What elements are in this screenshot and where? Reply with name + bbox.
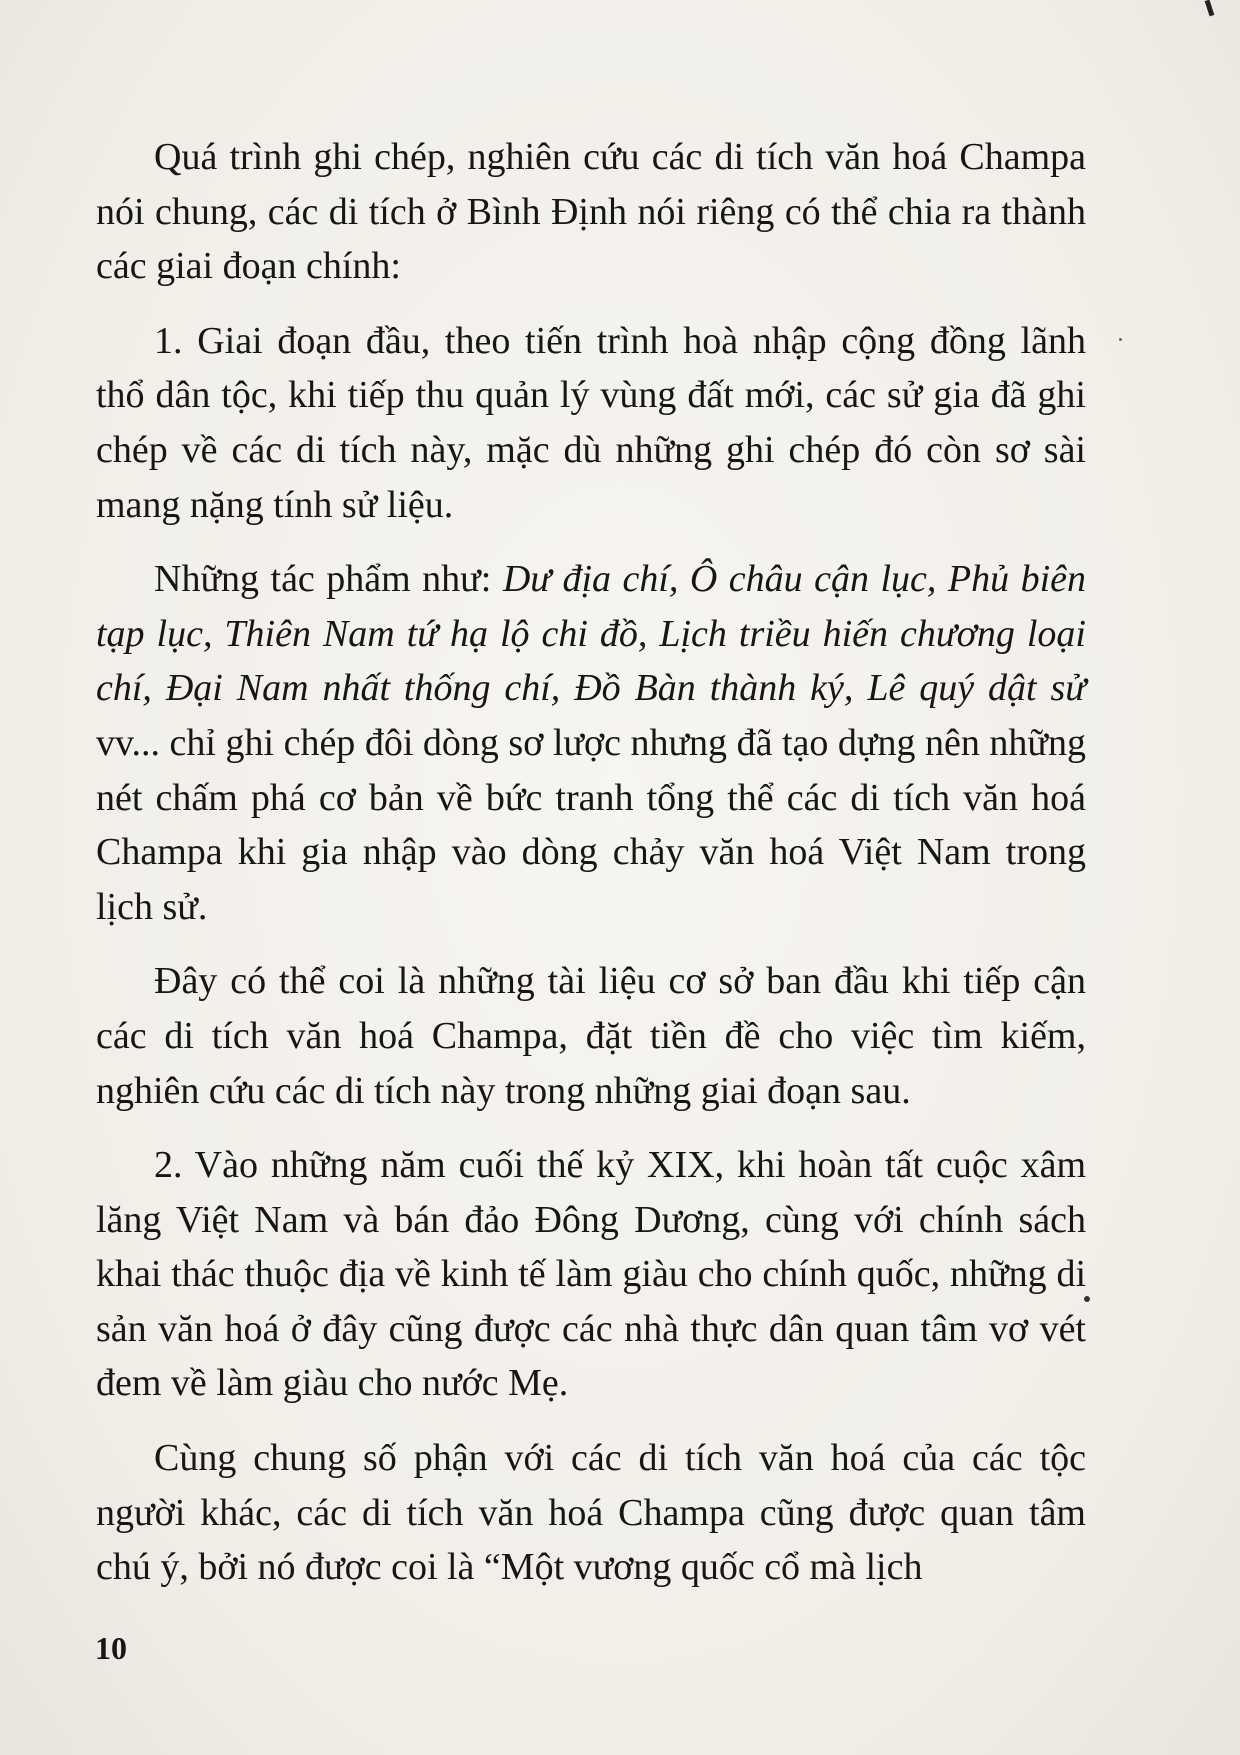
paragraph: [96, 1138, 1086, 1411]
paragraph: [96, 130, 1086, 294]
paragraph: [96, 552, 1086, 934]
text-segment: Cùng chung số phận với các di tích văn hoá của các tộc người khác, các di tích văn hoá Champa cũng được quan tâm chú ý, bởi nó được coi là “Một vương quốc cổ mà lịch: [96, 1437, 1086, 1589]
italic-book-titles: Dư địa chí, Ô châu cận lục, Phủ biên tạp lục, Thiên Nam tứ hạ lộ chi đồ, Lịch triều hiến chương loại chí, Đại Nam nhất thống chí, Đồ Bàn thành ký, Lê quý dật sử: [96, 558, 1086, 710]
scan-speck: [1119, 338, 1122, 341]
text-segment: vv... chỉ ghi chép đôi dòng sơ lược nhưng đã tạo dựng nên những nét chấm phá cơ bản về bức tranh tổng thể các di tích văn hoá Champa khi gia nhập vào dòng chảy văn hoá Việt Nam trong lịch sử.: [96, 721, 1086, 928]
body-text: [96, 130, 1086, 1595]
text-segment: Quá trình ghi chép, nghiên cứu các di tích văn hoá Champa nói chung, các di tích ở Bình Định nói riêng có thể chia ra thành các giai đoạn chính:: [96, 136, 1086, 288]
text-segment: 2. Vào những năm cuối thế kỷ XIX, khi hoàn tất cuộc xâm lăng Việt Nam và bán đảo Đông Dương, cùng với chính sách khai thác thuộc địa về kinh tế làm giàu cho chính quốc, những di sản văn hoá ở đây cũng được các nhà thực dân quan tâm vơ vét đem về làm giàu cho nước Mẹ.: [96, 1144, 1086, 1405]
paragraph: [96, 1431, 1086, 1595]
text-segment: Đây có thể coi là những tài liệu cơ sở ban đầu khi tiếp cận các di tích văn hoá Champa, đặt tiền đề cho việc tìm kiếm, nghiên cứu các di tích này trong những giai đoạn sau.: [96, 960, 1086, 1112]
scan-corner-mark: [1205, 0, 1215, 16]
paragraph: [96, 314, 1086, 532]
page-number: 10: [95, 1630, 127, 1666]
text-segment: 1. Giai đoạn đầu, theo tiến trình hoà nhập cộng đồng lãnh thổ dân tộc, khi tiếp thu quản lý vùng đất mới, các sử gia đã ghi chép về các di tích này, mặc dù những ghi chép đó còn sơ sài mang nặng tính sử liệu.: [96, 319, 1086, 526]
paragraph: [96, 954, 1086, 1118]
text-segment: Những tác phẩm như:: [154, 558, 503, 601]
